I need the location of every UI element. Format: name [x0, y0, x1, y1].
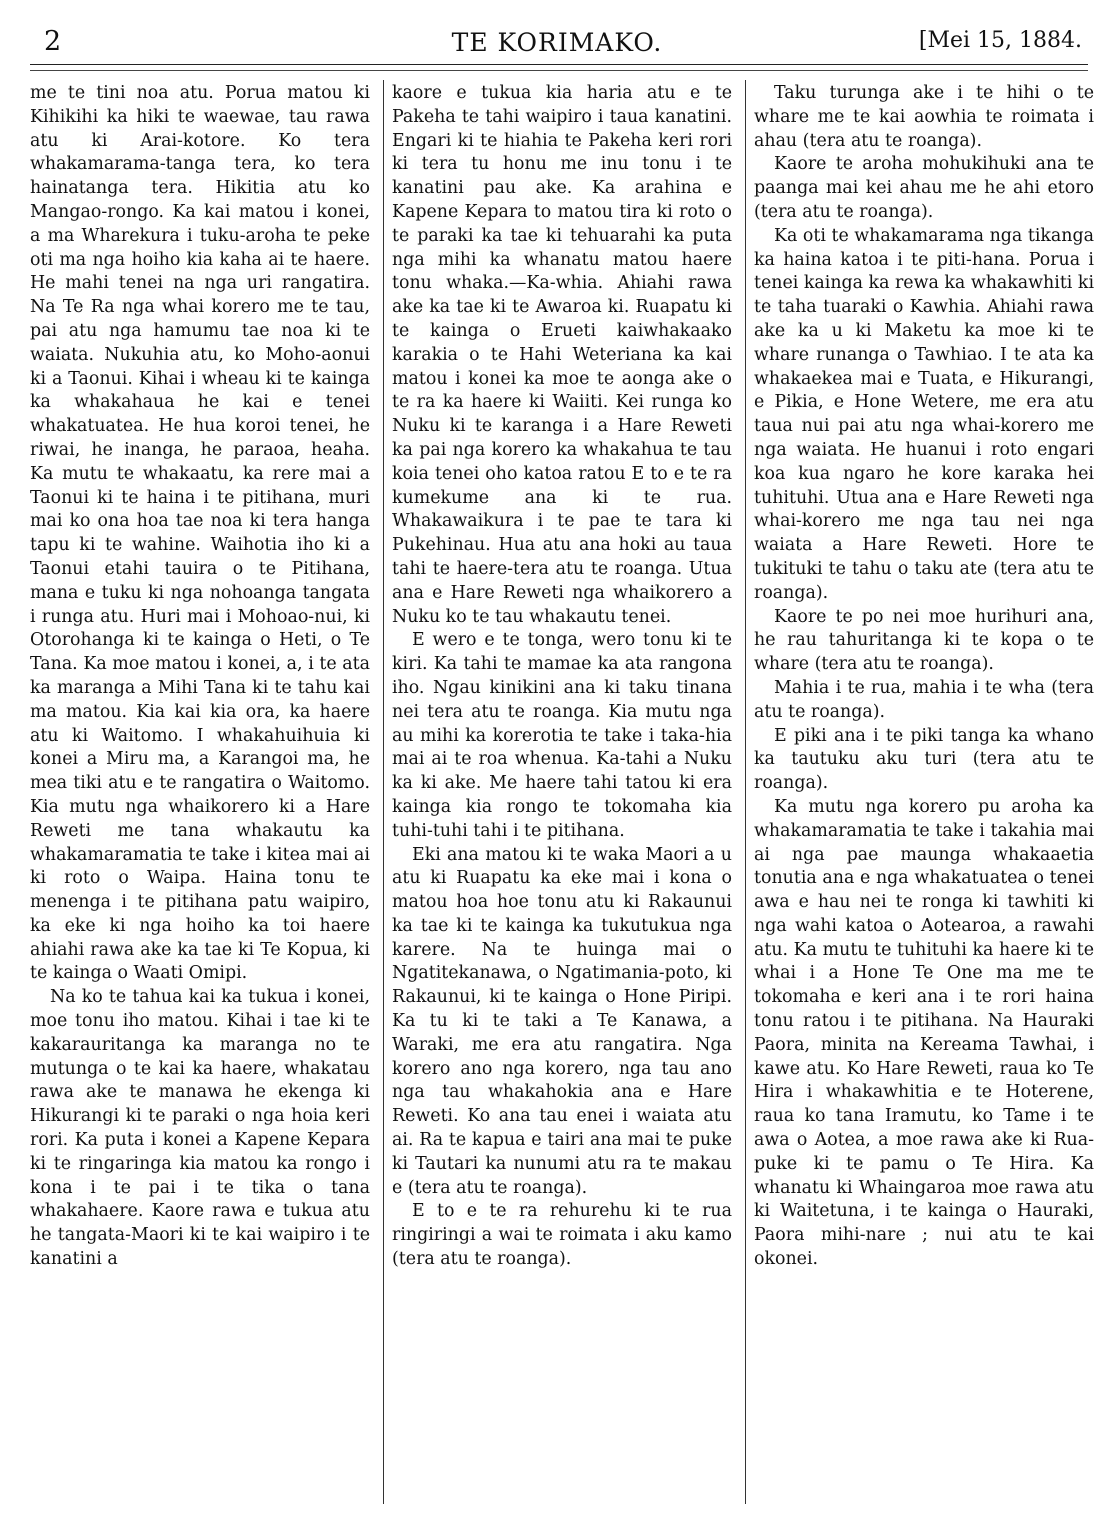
- column-3: [754, 82, 1094, 1502]
- page-number: 2: [44, 26, 62, 57]
- header-rule-top: [30, 64, 1088, 65]
- column-1-paragraph: Na ko te tahua kai ka tukua i konei, moe tonu iho matou. Kihai i tae ki te kakarauritanga ka maranga no te mutunga o te kai ka haere, whakatau rawa ake te manawa he ekenga ki Hikurangi ki te paraki o nga hoia keri rori. Ka puta i konei a Kapene Kepara ki te ringaringa kia matou ka rongo i kona i te pai i te tika o tana whakahaere. Kaore rawa e tukua atu he tangata-Maori ki te kai waipiro i te kanatini a: [30, 987, 370, 1270]
- column-3-paragraph: Kaore te po nei moe hurihuri ana, he rau tahuritanga ki te kopa o te whare (tera atu te roanga).: [754, 606, 1094, 675]
- column-divider: [383, 80, 384, 1504]
- newspaper-title: TE KORIMAKO.: [451, 28, 663, 57]
- column-2-paragraph: Eki ana matou ki te waka Maori a u atu ki Ruapatu ka eke mai i kona o matou hoa hoe tonu atu ki Rakaunui ka tae ki te kainga ka tukutukua nga karere. Na te huinga mai o Ngatitekanawa, o Ngatimania-poto, ki Rakaunui, ki te kainga o Hone Piripi. Ka tu ki te taki a Te Kanawa, a Waraki, me era atu rangatira. Nga korero ano nga korero, nga tau ano nga tau whakahokia ana e Hare Reweti. Ko ana tau enei i waiata atu ai. Ra te kapua e tairi ana mai te puke ki Tautari ka nunumi atu ra te makau e (tera atu te roanga).: [392, 844, 732, 1198]
- column-1: [30, 82, 370, 1502]
- column-divider: [745, 80, 746, 1504]
- column-3-paragraph: Ka mutu nga korero pu aroha ka whakamaramatia te take i takahia mai ai nga pae maunga whakaaetia tonutia ana e nga whakatuatea o tenei awa e hau nei te ronga ki tawhiti ki nga wahi katoa o Aotearoa, a rawahi atu. Ka mutu te tuhituhi ka haere ki te whai i a Hone Te One ma me te tokomaha e keri ana i te rori haina tonu ratou i te pitihana. Na Hauraki Paora, minita na Kereama Tawhai, i kawe atu. Ko Hare Reweti, raua ko Te Hira i whakawhitia e te Hoterene, raua ko tana Iramutu, ko Tame i te awa o Aotea, a moe rawa ake ki Rua-puke ki te pamu o Te Hira. Ka whanatu ki Whaingaroa moe rawa atu ki Waitetuna, i te kainga o Hauraki, Paora mihi-nare ; nui atu te kai okonei.: [754, 796, 1094, 1270]
- column-3-paragraph: Ka oti te whakamarama nga tikanga ka haina katoa i te piti-hana. Porua i tenei kainga ka rewa ka whakawhiti ki te taha tuaraki o Kawhia. Ahiahi rawa ake ka u ki Maketu ka moe ki te whare runanga o Tawhiao. I te ata ka whakaekea mai e Tuata, e Hikurangi, e Pikia, e Hone Wetere, me era atu taua nui pai atu nga whai-korero me nga waiata. He huanui i roto engari koa kua ngaro he kore karaka hei tuhituhi. Utua ana e Hare Reweti nga whai-korero me nga tau nei nga waiata a Hare Reweti. Hore te tukituki te tahu o taku ate (tera atu te roanga).: [754, 225, 1094, 603]
- column-2-paragraph: E wero e te tonga, wero tonu ki te kiri. Ka tahi te mamae ka ata rangona iho. Ngau kinikini ana ki taku tinana nei tera atu te roanga. Kia mutu nga au mihi ka korerotia te take i taka-hia mai ai te roa whenua. Ka-tahi a Nuku ka ki ake. Me haere tahi tatou ki era kainga kia rongo te tokomaha kia tuhi-tuhi tahi i te pitihana.: [392, 630, 732, 841]
- issue-date: [Mei 15, 1884.: [918, 28, 1082, 53]
- header-rule-bottom: [30, 70, 1088, 71]
- column-2-paragraph: kaore e tukua kia haria atu e te Pakeha te tahi waipiro i taua kanatini. Engari ki te hiahia te Pakeha keri rori ki tera tu honu me inu tonu i te kanatini pau ake. Ka arahina e Kapene Kepara to matou tira ki roto o te paraki ka tae ki tehuarahi ka puta nga mihi ka whanatu matou haere tonu whaka.—Ka-whia. Ahiahi rawa ake ka tae ki te Awaroa ki. Ruapatu ki te kainga o Erueti kaiwhakaako karakia o te Hahi Weteriana ka kai matou i konei ka moe te aonga ake o te ra ka haere ki Waiiti. Kei runga ko Nuku ki te karanga i a Hare Reweti ka pai nga korero ka whakahua te tau koia tenei oho katoa ratou E to e te ra kumekume ana ki te rua. Whakawaikura i te pae te tara ki Pukehinau. Hua atu ana hoki au taua tahi te haere-tera atu te roanga. Utua ana e Hare Reweti nga whaikorero a Nuku ko te tau whakautu tenei.: [392, 83, 732, 627]
- column-3-paragraph: Mahia i te rua, mahia i te wha (tera atu te roanga).: [754, 677, 1094, 722]
- column-2-paragraph: E to e te ra rehurehu ki te rua ringiringi a wai te roimata i aku kamo (tera atu te roanga).: [392, 1201, 732, 1270]
- column-2: [392, 82, 732, 1502]
- column-3-paragraph: Taku turunga ake i te hihi o te whare me te kai aowhia te roimata i ahau (tera atu te roanga).: [754, 83, 1094, 151]
- column-3-paragraph: Kaore te aroha mohukihuki ana te paanga mai kei ahau me he ahi etoro (tera atu te roanga).: [754, 154, 1094, 222]
- page-header: [28, 26, 1086, 60]
- column-3-paragraph: E piki ana i te piki tanga ka whano ka tautuku aku turi (tera atu te roanga).: [754, 725, 1094, 794]
- column-1-paragraph: me te tini noa atu. Porua matou ki Kihikihi ka hiki te waewae, tau rawa atu ki Arai-kotore. Ko tera whakamarama-tanga tera, ko tera hainatanga tera. Hikitia atu ko Mangao-rongo. Ka kai matou i konei, a ma Wharekura i tuku-aroha te peke oti ma nga hoiho kia kaha ai te haere. He mahi tenei na nga uri rangatira. Na Te Ra nga whai korero me te tau, pai atu nga hamumu tae noa ki te waiata. Nukuhia atu, ko Moho-aonui ki a Taonui. Kihai i wheau ki te kainga ka whakahaua he kai e tenei whakatuatea. He hua koroi tenei, he riwai, he inanga, he paraoa, heaha. Ka mutu te whakaatu, ka rere mai a Taonui ki te haina i te pitihana, muri mai ko ona hoa tae noa ki tera hanga tapu ki te wahine. Waihotia iho ki a Taonui etahi tauira o te Pitihana, mana e tuku ki nga nohoanga tangata i runga atu. Huri mai i Mohoao-nui, ki Otorohanga ki te kainga o Heti, o Te Tana. Ka moe matou i konei, a, i te ata ka maranga a Mihi Tana ki te tahu kai ma matou. Kia kai kia ora, ka haere atu ki Waitomo. I whakahuihuia ki konei a Miru ma, a Karangoi ma, he mea tiki atu e te rangatira o Waitomo. Kia mutu nga whaikorero ki a Hare Reweti me tana whakautu ka whakamaramatia te take i kitea mai ai ki roto o Waipa. Haina tonu te menenga i te pitihana patu waipiro, ka eke ki nga hoiho ka toi haere ahiahi rawa ake ka tae ki Te Kopua, ki te kainga o Waati Omipi.: [30, 83, 370, 984]
